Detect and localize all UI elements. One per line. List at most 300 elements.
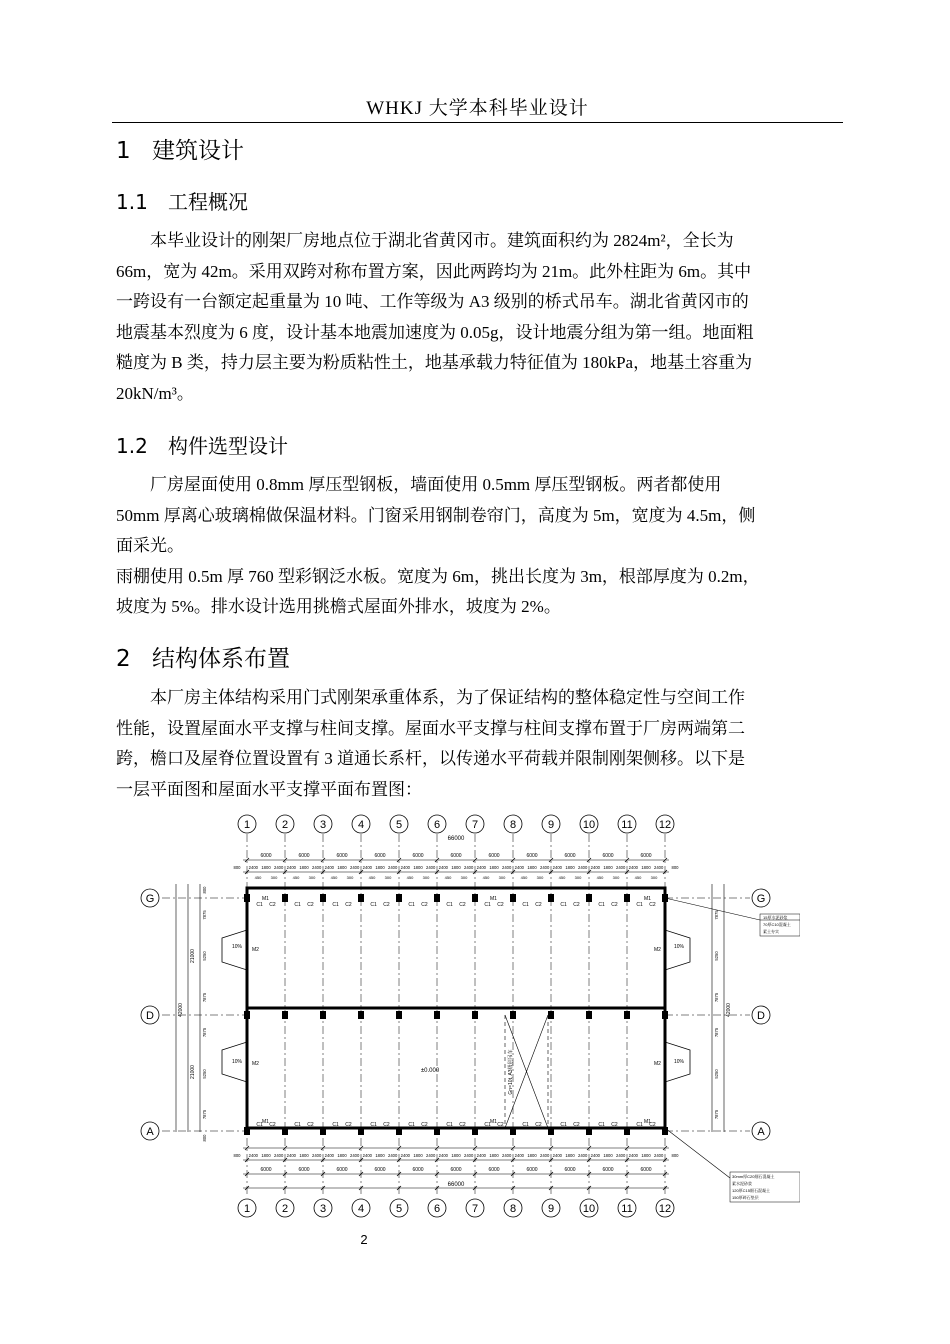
steel-column bbox=[510, 1127, 516, 1135]
slope-label-right-lower: 10% bbox=[674, 1059, 685, 1065]
steel-column bbox=[586, 1127, 592, 1135]
paragraph-line: 一层平面图和屋面水平支撑平面布置图： bbox=[116, 779, 422, 799]
window-dim-bottom: 2400 bbox=[248, 1153, 258, 1158]
window-dim-top: 1800 bbox=[261, 865, 271, 870]
heading-number: 1.1 bbox=[116, 190, 148, 214]
steel-column bbox=[244, 1011, 250, 1019]
window-dim-top: 2400 bbox=[312, 865, 322, 870]
steel-column bbox=[472, 1011, 478, 1019]
heading-title: 构件选型设计 bbox=[168, 434, 288, 458]
window-c1-bottom: C1 bbox=[484, 1122, 491, 1128]
axis-number-top: 2 bbox=[281, 819, 289, 831]
bay-dim-top: 6000 bbox=[488, 853, 500, 859]
bay-dim-bottom: 6000 bbox=[374, 1167, 386, 1173]
window-c2-bottom: C2 bbox=[269, 1122, 276, 1128]
axis-number-bottom: 2 bbox=[281, 1203, 289, 1215]
bay-dim-top: 6000 bbox=[450, 853, 462, 859]
steel-column bbox=[434, 894, 440, 902]
axis-number-top: 3 bbox=[319, 819, 327, 831]
end-dim-left: 800 bbox=[233, 865, 241, 870]
window-dim-bottom: 1800 bbox=[337, 1153, 347, 1158]
heading-title: 建筑设计 bbox=[152, 138, 244, 164]
window-dim-bottom: 2400 bbox=[438, 1153, 448, 1158]
axis-letter-left: G bbox=[145, 893, 155, 905]
window-c2-bottom: C2 bbox=[383, 1122, 390, 1128]
steel-column bbox=[662, 1127, 668, 1135]
bay-dim-bottom: 6000 bbox=[298, 1167, 310, 1173]
axis-letter-right: G bbox=[756, 893, 766, 905]
window-c2-bottom: C2 bbox=[421, 1122, 428, 1128]
door-m1-top-right: M1 bbox=[644, 896, 651, 902]
paragraph-line: 地震基本烈度为 6 度，设计基本地震加速度为 0.05g，设计地震分组为第一组。地面粗 bbox=[116, 322, 754, 342]
window-dim-bottom: 2400 bbox=[274, 1153, 284, 1158]
steel-column bbox=[320, 1127, 326, 1135]
window-dim-bottom: 2400 bbox=[286, 1153, 296, 1158]
window-dim-top: 1800 bbox=[641, 865, 651, 870]
paragraph-line: 雨棚使用 0.5m 厚 760 型彩钢泛水板。宽度为 6m，挑出长度为 3m，根部厚度为 0.2m， bbox=[116, 566, 760, 586]
window-c2-bottom: C2 bbox=[649, 1122, 656, 1128]
steel-column bbox=[244, 894, 250, 902]
window-dim-top: 2400 bbox=[426, 865, 436, 870]
window-dim-top: 1800 bbox=[299, 865, 309, 870]
window-dim-bottom: 2400 bbox=[502, 1153, 512, 1158]
axis-number-top: 12 bbox=[658, 819, 672, 831]
paragraph-line: 糙度为 B 类，持力层主要为粉质粘性土，地基承载力特征值为 180kPa，地基土容重为 bbox=[116, 353, 753, 372]
floor-note-4: 150厚碎石垫层 bbox=[732, 1195, 759, 1200]
axis-number-bottom: 12 bbox=[658, 1203, 672, 1215]
floor-note-1: 30mm厚C20细石混凝土 bbox=[732, 1174, 775, 1179]
bay-dim-bottom: 6000 bbox=[564, 1167, 576, 1173]
end-dim-vertical-left: 800 bbox=[202, 886, 207, 894]
window-c1-top: C1 bbox=[256, 902, 263, 908]
window-c2-top: C2 bbox=[269, 902, 276, 908]
window-dim-bottom: 1800 bbox=[641, 1153, 651, 1158]
window-dim-top: 2400 bbox=[654, 865, 664, 870]
window-dim-top: 2400 bbox=[400, 865, 410, 870]
axis-letter-left: A bbox=[146, 1126, 154, 1138]
door-m2-left-upper: M2 bbox=[252, 947, 259, 953]
floor-note-3: 120厚C15细石混凝土 bbox=[732, 1188, 771, 1193]
slope-label-left-upper: 10% bbox=[232, 944, 243, 950]
bay-dim-top: 6000 bbox=[640, 853, 652, 859]
window-dim-top: 2400 bbox=[324, 865, 334, 870]
paragraph-line: 50mm 厚离心玻璃棉做保温材料。门窗采用钢制卷帘门，高度为 5m，宽度为 4.5m，侧 bbox=[116, 505, 756, 525]
side-dim: 300 bbox=[650, 875, 658, 880]
steel-column bbox=[586, 1011, 592, 1019]
axis-number-bottom: 5 bbox=[395, 1203, 403, 1215]
paragraph-line: 本毕业设计的刚架厂房地点位于湖北省黄冈市。建筑面积约为 2824m²，全长为 bbox=[150, 231, 734, 250]
window-dim-bottom: 1800 bbox=[413, 1153, 423, 1158]
bay-dim-top: 6000 bbox=[412, 853, 424, 859]
half-span-dim-right: 7875 bbox=[714, 992, 719, 1003]
heading-title: 工程概况 bbox=[168, 190, 248, 214]
paragraph-line: 性能，设置屋面水平支撑与柱间支撑。屋面水平支撑与柱间支撑布置于厂房两端第二 bbox=[116, 718, 745, 738]
window-c2-bottom: C2 bbox=[573, 1122, 580, 1128]
window-dim-bottom: 2400 bbox=[476, 1153, 486, 1158]
door-m2-right-lower: M2 bbox=[654, 1061, 661, 1067]
side-dim: 300 bbox=[422, 875, 430, 880]
window-c2-bottom: C2 bbox=[345, 1122, 352, 1128]
bay-dim-bottom: 6000 bbox=[602, 1167, 614, 1173]
steel-column bbox=[320, 1011, 326, 1019]
slope-label-left-lower: 10% bbox=[232, 1059, 243, 1065]
side-dim: 300 bbox=[612, 875, 620, 880]
axis-number-top: 6 bbox=[433, 819, 441, 831]
bay-dim-bottom: 6000 bbox=[260, 1167, 272, 1173]
window-dim-bottom: 2400 bbox=[578, 1153, 588, 1158]
window-c1-top: C1 bbox=[332, 902, 339, 908]
side-dim: 450 bbox=[254, 875, 262, 880]
window-dim-top: 2400 bbox=[388, 865, 398, 870]
window-dim-bottom: 2400 bbox=[654, 1153, 664, 1158]
total-width-dim-right: 42000 bbox=[726, 1003, 732, 1017]
window-dim-top: 2400 bbox=[350, 865, 360, 870]
paragraph-line: 坡度为 5%。排水设计选用挑檐式屋面外排水，坡度为 2%。 bbox=[116, 597, 561, 616]
steel-column bbox=[624, 1127, 630, 1135]
window-dim-top: 2400 bbox=[476, 865, 486, 870]
axis-number-bottom: 4 bbox=[357, 1203, 365, 1215]
end-dim-right: 800 bbox=[671, 1153, 679, 1158]
side-dim: 300 bbox=[270, 875, 278, 880]
steel-column bbox=[282, 894, 288, 902]
steel-column bbox=[358, 1011, 364, 1019]
window-c2-top: C2 bbox=[573, 902, 580, 908]
side-dim: 450 bbox=[368, 875, 376, 880]
window-c1-top: C1 bbox=[522, 902, 529, 908]
window-dim-bottom: 1800 bbox=[489, 1153, 499, 1158]
door-m1-bottom-right: M1 bbox=[644, 1119, 651, 1125]
half-span-dim-right: 7875 bbox=[714, 1027, 719, 1038]
side-dim: 300 bbox=[346, 875, 354, 880]
window-c1-bottom: C1 bbox=[598, 1122, 605, 1128]
axis-letter-right: D bbox=[757, 1010, 765, 1022]
half-span-dim-left: 7875 bbox=[202, 1109, 207, 1120]
axis-letter-right: A bbox=[757, 1126, 765, 1138]
end-dim-right: 800 bbox=[671, 865, 679, 870]
window-c2-top: C2 bbox=[345, 902, 352, 908]
window-dim-bottom: 2400 bbox=[628, 1153, 638, 1158]
bay-dim-bottom: 6000 bbox=[450, 1167, 462, 1173]
heading-section-1 bbox=[116, 136, 244, 166]
window-c2-top: C2 bbox=[307, 902, 314, 908]
axis-number-top: 10 bbox=[582, 819, 596, 831]
steel-column bbox=[472, 894, 478, 902]
window-dim-bottom: 2400 bbox=[464, 1153, 474, 1158]
window-dim-top: 2400 bbox=[248, 865, 258, 870]
window-dim-bottom: 2400 bbox=[616, 1153, 626, 1158]
half-span-dim-left: 7875 bbox=[202, 910, 207, 920]
side-dim: 450 bbox=[444, 875, 452, 880]
steel-column bbox=[472, 1127, 478, 1135]
window-dim-top: 2400 bbox=[552, 865, 562, 870]
window-c2-top: C2 bbox=[611, 902, 618, 908]
steel-column bbox=[396, 1011, 402, 1019]
side-dim: 450 bbox=[520, 875, 528, 880]
page-header: WHKJ 大学本科毕业设计 bbox=[366, 98, 589, 119]
window-c2-bottom: C2 bbox=[611, 1122, 618, 1128]
steel-column bbox=[662, 894, 668, 902]
span-dim-lower: 21000 bbox=[190, 1065, 196, 1079]
window-c1-top: C1 bbox=[408, 902, 415, 908]
side-dim: 300 bbox=[498, 875, 506, 880]
window-c1-top: C1 bbox=[294, 902, 301, 908]
roof-note-2: 70厚C10混凝土 bbox=[763, 922, 791, 927]
bay-dim-top: 6000 bbox=[526, 853, 538, 859]
total-length-dim-top: 66000 bbox=[447, 836, 465, 842]
door-m1-bottom-mid: M1 bbox=[490, 1119, 497, 1125]
axis-number-top: 9 bbox=[547, 819, 555, 831]
window-dim-top: 1800 bbox=[565, 865, 575, 870]
door-m1-top-mid: M1 bbox=[490, 896, 497, 902]
window-c1-bottom: C1 bbox=[294, 1122, 301, 1128]
paragraph-component-selection bbox=[116, 470, 838, 623]
window-c2-bottom: C2 bbox=[535, 1122, 542, 1128]
window-dim-top: 2400 bbox=[362, 865, 372, 870]
steel-column bbox=[434, 1011, 440, 1019]
heading-number: 1 bbox=[116, 138, 131, 164]
window-dim-bottom: 2400 bbox=[552, 1153, 562, 1158]
window-c1-bottom: C1 bbox=[636, 1122, 643, 1128]
paragraph-line: 厂房屋面使用 0.8mm 厚压型钢板，墙面使用 0.5mm 厚压型钢板。两者都使用 bbox=[150, 475, 722, 494]
window-dim-top: 1800 bbox=[527, 865, 537, 870]
window-dim-bottom: 1800 bbox=[527, 1153, 537, 1158]
window-dim-top: 2400 bbox=[286, 865, 296, 870]
window-dim-bottom: 2400 bbox=[362, 1153, 372, 1158]
half-span-dim-right: 7875 bbox=[714, 1109, 719, 1120]
window-dim-top: 1800 bbox=[413, 865, 423, 870]
paragraph-line: 本厂房主体结构采用门式刚架承重体系，为了保证结构的整体稳定性与空间工作 bbox=[150, 688, 745, 707]
axis-number-bottom: 8 bbox=[509, 1203, 517, 1215]
axis-number-bottom: 6 bbox=[433, 1203, 441, 1215]
window-c2-top: C2 bbox=[421, 902, 428, 908]
window-c2-top: C2 bbox=[497, 902, 504, 908]
bay-dim-top: 6000 bbox=[336, 853, 348, 859]
paragraph-project-overview bbox=[116, 226, 838, 409]
axis-number-top: 8 bbox=[509, 819, 517, 831]
window-c2-top: C2 bbox=[535, 902, 542, 908]
steel-column bbox=[548, 894, 554, 902]
window-dim-top: 1800 bbox=[451, 865, 461, 870]
plan-generated-marks bbox=[141, 815, 770, 1217]
axis-number-top: 4 bbox=[357, 819, 365, 831]
bay-dim-top: 6000 bbox=[602, 853, 614, 859]
roof-note-3: 素土夯实 bbox=[763, 929, 779, 934]
window-c1-top: C1 bbox=[636, 902, 643, 908]
axis-number-bottom: 10 bbox=[582, 1203, 596, 1215]
window-c2-top: C2 bbox=[649, 902, 656, 908]
axis-number-top: 5 bbox=[395, 819, 403, 831]
window-c2-top: C2 bbox=[459, 902, 466, 908]
bay-dim-top: 6000 bbox=[260, 853, 272, 859]
window-dim-top: 2400 bbox=[628, 865, 638, 870]
window-dim-bottom: 1800 bbox=[261, 1153, 271, 1158]
window-dim-top: 1800 bbox=[489, 865, 499, 870]
bay-dim-top: 6000 bbox=[298, 853, 310, 859]
side-dim: 450 bbox=[558, 875, 566, 880]
door-m2-left-lower: M2 bbox=[252, 1061, 259, 1067]
window-c1-bottom: C1 bbox=[370, 1122, 377, 1128]
side-dim: 450 bbox=[330, 875, 338, 880]
elevation-label: ±0.000 bbox=[420, 1068, 440, 1074]
window-dim-top: 2400 bbox=[578, 865, 588, 870]
window-dim-top: 2400 bbox=[502, 865, 512, 870]
axis-number-top: 1 bbox=[243, 819, 251, 831]
window-dim-bottom: 1800 bbox=[603, 1153, 613, 1158]
steel-column bbox=[244, 1127, 250, 1135]
side-dim: 450 bbox=[406, 875, 414, 880]
axis-number-top: 11 bbox=[621, 819, 633, 831]
paragraph-structural-system bbox=[116, 683, 838, 805]
door-m2-right-upper: M2 bbox=[654, 947, 661, 953]
bay-dim-bottom: 6000 bbox=[488, 1167, 500, 1173]
window-c1-bottom: C1 bbox=[256, 1122, 263, 1128]
door-m1-bottom-left: M1 bbox=[262, 1119, 269, 1125]
side-dim: 300 bbox=[384, 875, 392, 880]
window-c1-top: C1 bbox=[484, 902, 491, 908]
window-dim-bottom: 2400 bbox=[540, 1153, 550, 1158]
half-span-dim-right: 7875 bbox=[714, 910, 719, 920]
steel-column bbox=[624, 1011, 630, 1019]
window-dim-bottom: 2400 bbox=[590, 1153, 600, 1158]
window-dim-bottom: 2400 bbox=[514, 1153, 524, 1158]
total-length-dim-bottom: 66000 bbox=[447, 1182, 465, 1188]
steel-column bbox=[586, 894, 592, 902]
floor-plan-drawing bbox=[130, 810, 800, 1220]
heading-title: 结构体系布置 bbox=[152, 646, 290, 672]
crane-label: Gn=10t, A3级别吊车 bbox=[508, 1049, 514, 1095]
half-span-dim-left: 5250 bbox=[202, 951, 207, 961]
window-dim-bottom: 1800 bbox=[375, 1153, 385, 1158]
heading-section-1-2 bbox=[116, 432, 288, 460]
steel-column bbox=[358, 894, 364, 902]
axis-letter-left: D bbox=[146, 1010, 154, 1022]
window-dim-bottom: 1800 bbox=[565, 1153, 575, 1158]
window-dim-bottom: 1800 bbox=[451, 1153, 461, 1158]
steel-column bbox=[510, 1011, 516, 1019]
steel-column bbox=[282, 1127, 288, 1135]
slope-label-right-upper: 10% bbox=[674, 944, 685, 950]
window-dim-top: 2400 bbox=[540, 865, 550, 870]
window-dim-top: 2400 bbox=[438, 865, 448, 870]
half-span-dim-right: 5250 bbox=[714, 951, 719, 961]
bay-dim-top: 6000 bbox=[374, 853, 386, 859]
steel-column bbox=[548, 1011, 554, 1019]
end-dim-vertical-left: 800 bbox=[202, 1134, 207, 1142]
heading-section-2 bbox=[116, 644, 290, 674]
window-c1-bottom: C1 bbox=[408, 1122, 415, 1128]
floor-note-2: 素水泥砂浆 bbox=[732, 1181, 752, 1186]
header-rule bbox=[112, 122, 843, 123]
window-c2-top: C2 bbox=[383, 902, 390, 908]
window-c1-top: C1 bbox=[370, 902, 377, 908]
window-c2-bottom: C2 bbox=[497, 1122, 504, 1128]
window-dim-top: 1800 bbox=[603, 865, 613, 870]
steel-column bbox=[320, 894, 326, 902]
bay-dim-bottom: 6000 bbox=[526, 1167, 538, 1173]
steel-column bbox=[662, 1011, 668, 1019]
side-dim: 450 bbox=[596, 875, 604, 880]
end-dim-left: 800 bbox=[233, 1153, 241, 1158]
axis-number-bottom: 9 bbox=[547, 1203, 555, 1215]
half-span-dim-left: 7875 bbox=[202, 1027, 207, 1038]
window-dim-bottom: 1800 bbox=[299, 1153, 309, 1158]
total-width-dim-left: 42000 bbox=[178, 1003, 184, 1017]
window-dim-bottom: 2400 bbox=[312, 1153, 322, 1158]
window-c1-bottom: C1 bbox=[522, 1122, 529, 1128]
window-c2-bottom: C2 bbox=[459, 1122, 466, 1128]
window-dim-top: 1800 bbox=[375, 865, 385, 870]
paragraph-line: 20kN/m³。 bbox=[116, 383, 194, 403]
window-c2-bottom: C2 bbox=[307, 1122, 314, 1128]
heading-number: 1.2 bbox=[116, 434, 148, 458]
bay-dim-bottom: 6000 bbox=[412, 1167, 424, 1173]
steel-column bbox=[282, 1011, 288, 1019]
bay-dim-bottom: 6000 bbox=[640, 1167, 652, 1173]
heading-number: 2 bbox=[116, 646, 131, 672]
paragraph-line: 一跨设有一台额定起重量为 10 吨、工作等级为 A3 级别的桥式吊车。湖北省黄冈市的 bbox=[116, 292, 749, 311]
window-dim-bottom: 2400 bbox=[350, 1153, 360, 1158]
window-c1-bottom: C1 bbox=[560, 1122, 567, 1128]
window-c1-bottom: C1 bbox=[446, 1122, 453, 1128]
window-dim-bottom: 2400 bbox=[324, 1153, 334, 1158]
window-dim-top: 2400 bbox=[464, 865, 474, 870]
paragraph-line: 面采光。 bbox=[116, 536, 184, 555]
side-dim: 300 bbox=[308, 875, 316, 880]
steel-column bbox=[396, 894, 402, 902]
steel-column bbox=[434, 1127, 440, 1135]
side-dim: 300 bbox=[574, 875, 582, 880]
paragraph-line: 跨，檐口及屋脊位置设置有 3 道通长系杆，以传递水平荷载并限制刚架侧移。以下是 bbox=[116, 749, 745, 768]
side-dim: 300 bbox=[460, 875, 468, 880]
paragraph-line: 66m，宽为 42m。采用双跨对称布置方案，因此两跨均为 21m。此外柱距为 6m。其中 bbox=[116, 261, 752, 281]
window-dim-bottom: 2400 bbox=[388, 1153, 398, 1158]
window-dim-top: 2400 bbox=[274, 865, 284, 870]
door-m1-top-left: M1 bbox=[262, 896, 269, 902]
steel-column bbox=[358, 1127, 364, 1135]
page-number: 2 bbox=[360, 1232, 368, 1247]
window-c1-top: C1 bbox=[598, 902, 605, 908]
window-c1-top: C1 bbox=[446, 902, 453, 908]
bay-dim-top: 6000 bbox=[564, 853, 576, 859]
heading-section-1-1 bbox=[116, 188, 248, 216]
window-dim-top: 2400 bbox=[590, 865, 600, 870]
half-span-dim-left: 5250 bbox=[202, 1069, 207, 1079]
window-dim-top: 2400 bbox=[616, 865, 626, 870]
steel-column bbox=[396, 1127, 402, 1135]
window-c1-bottom: C1 bbox=[332, 1122, 339, 1128]
side-dim: 300 bbox=[536, 875, 544, 880]
window-dim-bottom: 2400 bbox=[426, 1153, 436, 1158]
steel-column bbox=[510, 894, 516, 902]
window-c1-top: C1 bbox=[560, 902, 567, 908]
axis-number-top: 7 bbox=[471, 819, 479, 831]
side-dim: 450 bbox=[482, 875, 490, 880]
window-dim-top: 1800 bbox=[337, 865, 347, 870]
side-dim: 450 bbox=[634, 875, 642, 880]
axis-number-bottom: 7 bbox=[471, 1203, 479, 1215]
half-span-dim-right: 5250 bbox=[714, 1069, 719, 1079]
steel-column bbox=[548, 1127, 554, 1135]
axis-number-bottom: 11 bbox=[621, 1203, 633, 1215]
side-dim: 450 bbox=[292, 875, 300, 880]
window-dim-bottom: 2400 bbox=[400, 1153, 410, 1158]
steel-column bbox=[624, 894, 630, 902]
axis-number-bottom: 1 bbox=[243, 1203, 251, 1215]
axis-number-bottom: 3 bbox=[319, 1203, 327, 1215]
span-dim-upper: 21000 bbox=[190, 949, 196, 963]
roof-note-1: 15厚水泥砂浆 bbox=[763, 915, 788, 920]
half-span-dim-left: 7875 bbox=[202, 992, 207, 1003]
